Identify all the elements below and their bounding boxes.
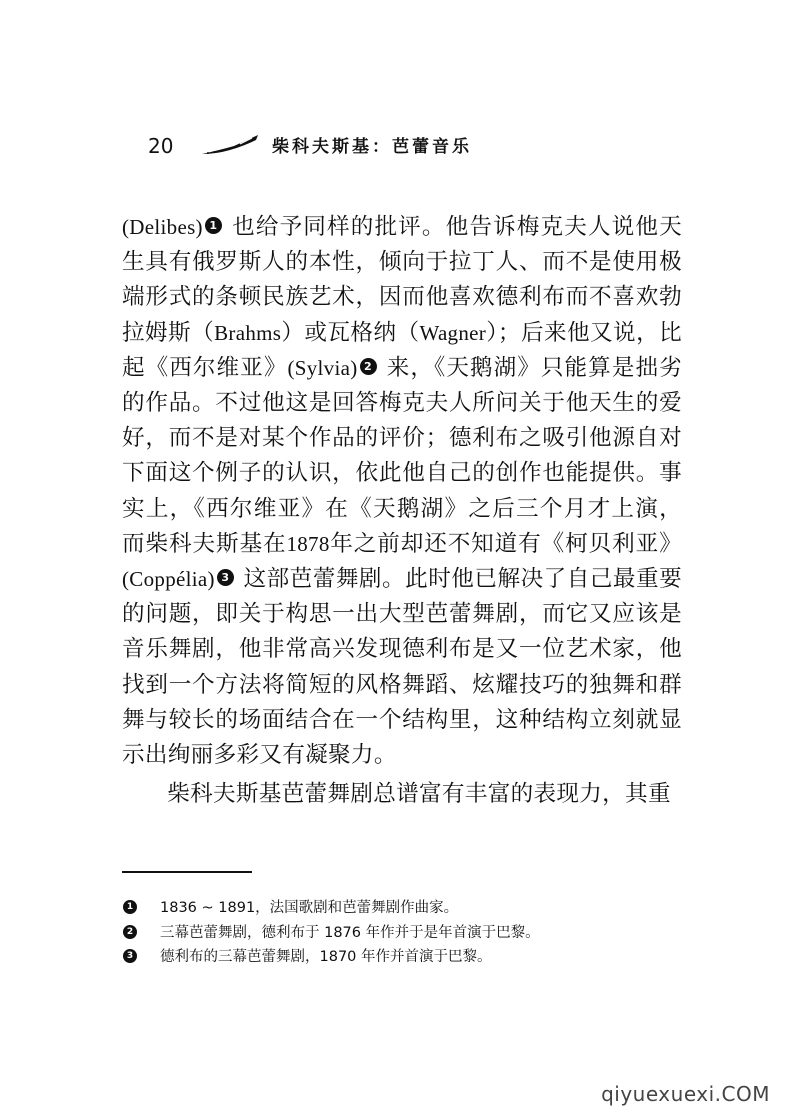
text-run: ）；后来他又说，比起《西尔维亚》 [122, 319, 682, 381]
footnote-marker: 1 [123, 900, 137, 914]
text-run: ）或瓦格纳（ [281, 319, 420, 346]
latin-term: (Sylvia) [287, 355, 358, 380]
footnote-text: 三幕芭蕾舞剧，德利布于 1876 年作并于是年首演于巴黎。 [160, 924, 540, 941]
footnote-divider [122, 871, 252, 873]
footnote-ref-3[interactable]: 3 [217, 569, 234, 586]
quill-pen-icon [200, 132, 262, 158]
page-header [148, 128, 568, 164]
latin-term: (Coppélia) [122, 567, 215, 592]
paragraph-1 [122, 210, 682, 773]
footnote-text: 1836 ~ 1891，法国歌剧和芭蕾舞剧作曲家。 [160, 900, 459, 916]
footnotes [126, 896, 720, 970]
footnote-3 [126, 945, 720, 970]
latin-term: Wagner [419, 320, 487, 345]
footnote-marker: 3 [123, 949, 137, 963]
footnote-ref-1[interactable]: 1 [205, 217, 222, 234]
paragraph-2: 柴科夫斯基芭蕾舞剧总谱富有丰富的表现力，其重 [167, 781, 671, 808]
text-run: 年之前却还不知道有《柯贝利亚》 [329, 530, 682, 557]
footnote-marker: 2 [123, 925, 137, 939]
main-text [122, 210, 682, 812]
latin-term: (Delibes) [122, 215, 203, 239]
site-watermark: qiyuexuexi.COM [601, 1082, 770, 1106]
footnote-2 [126, 921, 720, 946]
footnote-ref-2[interactable]: 2 [360, 358, 377, 375]
page-number: 20 [148, 134, 174, 158]
footnote-text: 德利布的三幕芭蕾舞剧，1870 年作并首演于巴黎。 [160, 949, 492, 965]
running-title: 柴科夫斯基：芭蕾音乐 [272, 137, 472, 157]
text-run: 这部芭蕾舞剧。此时他已解决了自己最重要的问题，即关于构思一出大型芭蕾舞剧，而它又应该是音乐舞剧，他非常高兴发现德利布是又一位艺术家，他找到一个方法将简短的风格舞蹈、炫耀技巧的独舞和群舞与较长的场面结合在一个结构里，这种结构立刻就显示出绚丽多彩又有凝聚力。 [122, 566, 682, 769]
year-number: 1878 [286, 531, 330, 556]
text-run: 来，《天鹅湖》只能算是拙劣的作品。不过他这是回答梅克夫人所问关于他天生的爱好，而不是对某个作品的评价；德利布之吸引他源自对下面这个例子的认识，依此他自己的创作也能提供。事实上，《西尔维亚》在《天鹅湖》之后三个月才上演，而柴科夫斯基在 [122, 354, 682, 557]
latin-term: Brahms [214, 320, 282, 345]
text-run: 也给予同样的批评。他告诉梅克夫人说他天生具有俄罗斯人的本性，倾向于拉丁人、而不是使用极端形式的条顿民族艺术，因而他喜欢德利布而不喜欢勃拉姆斯（ [122, 214, 682, 346]
footnote-1 [126, 896, 720, 921]
